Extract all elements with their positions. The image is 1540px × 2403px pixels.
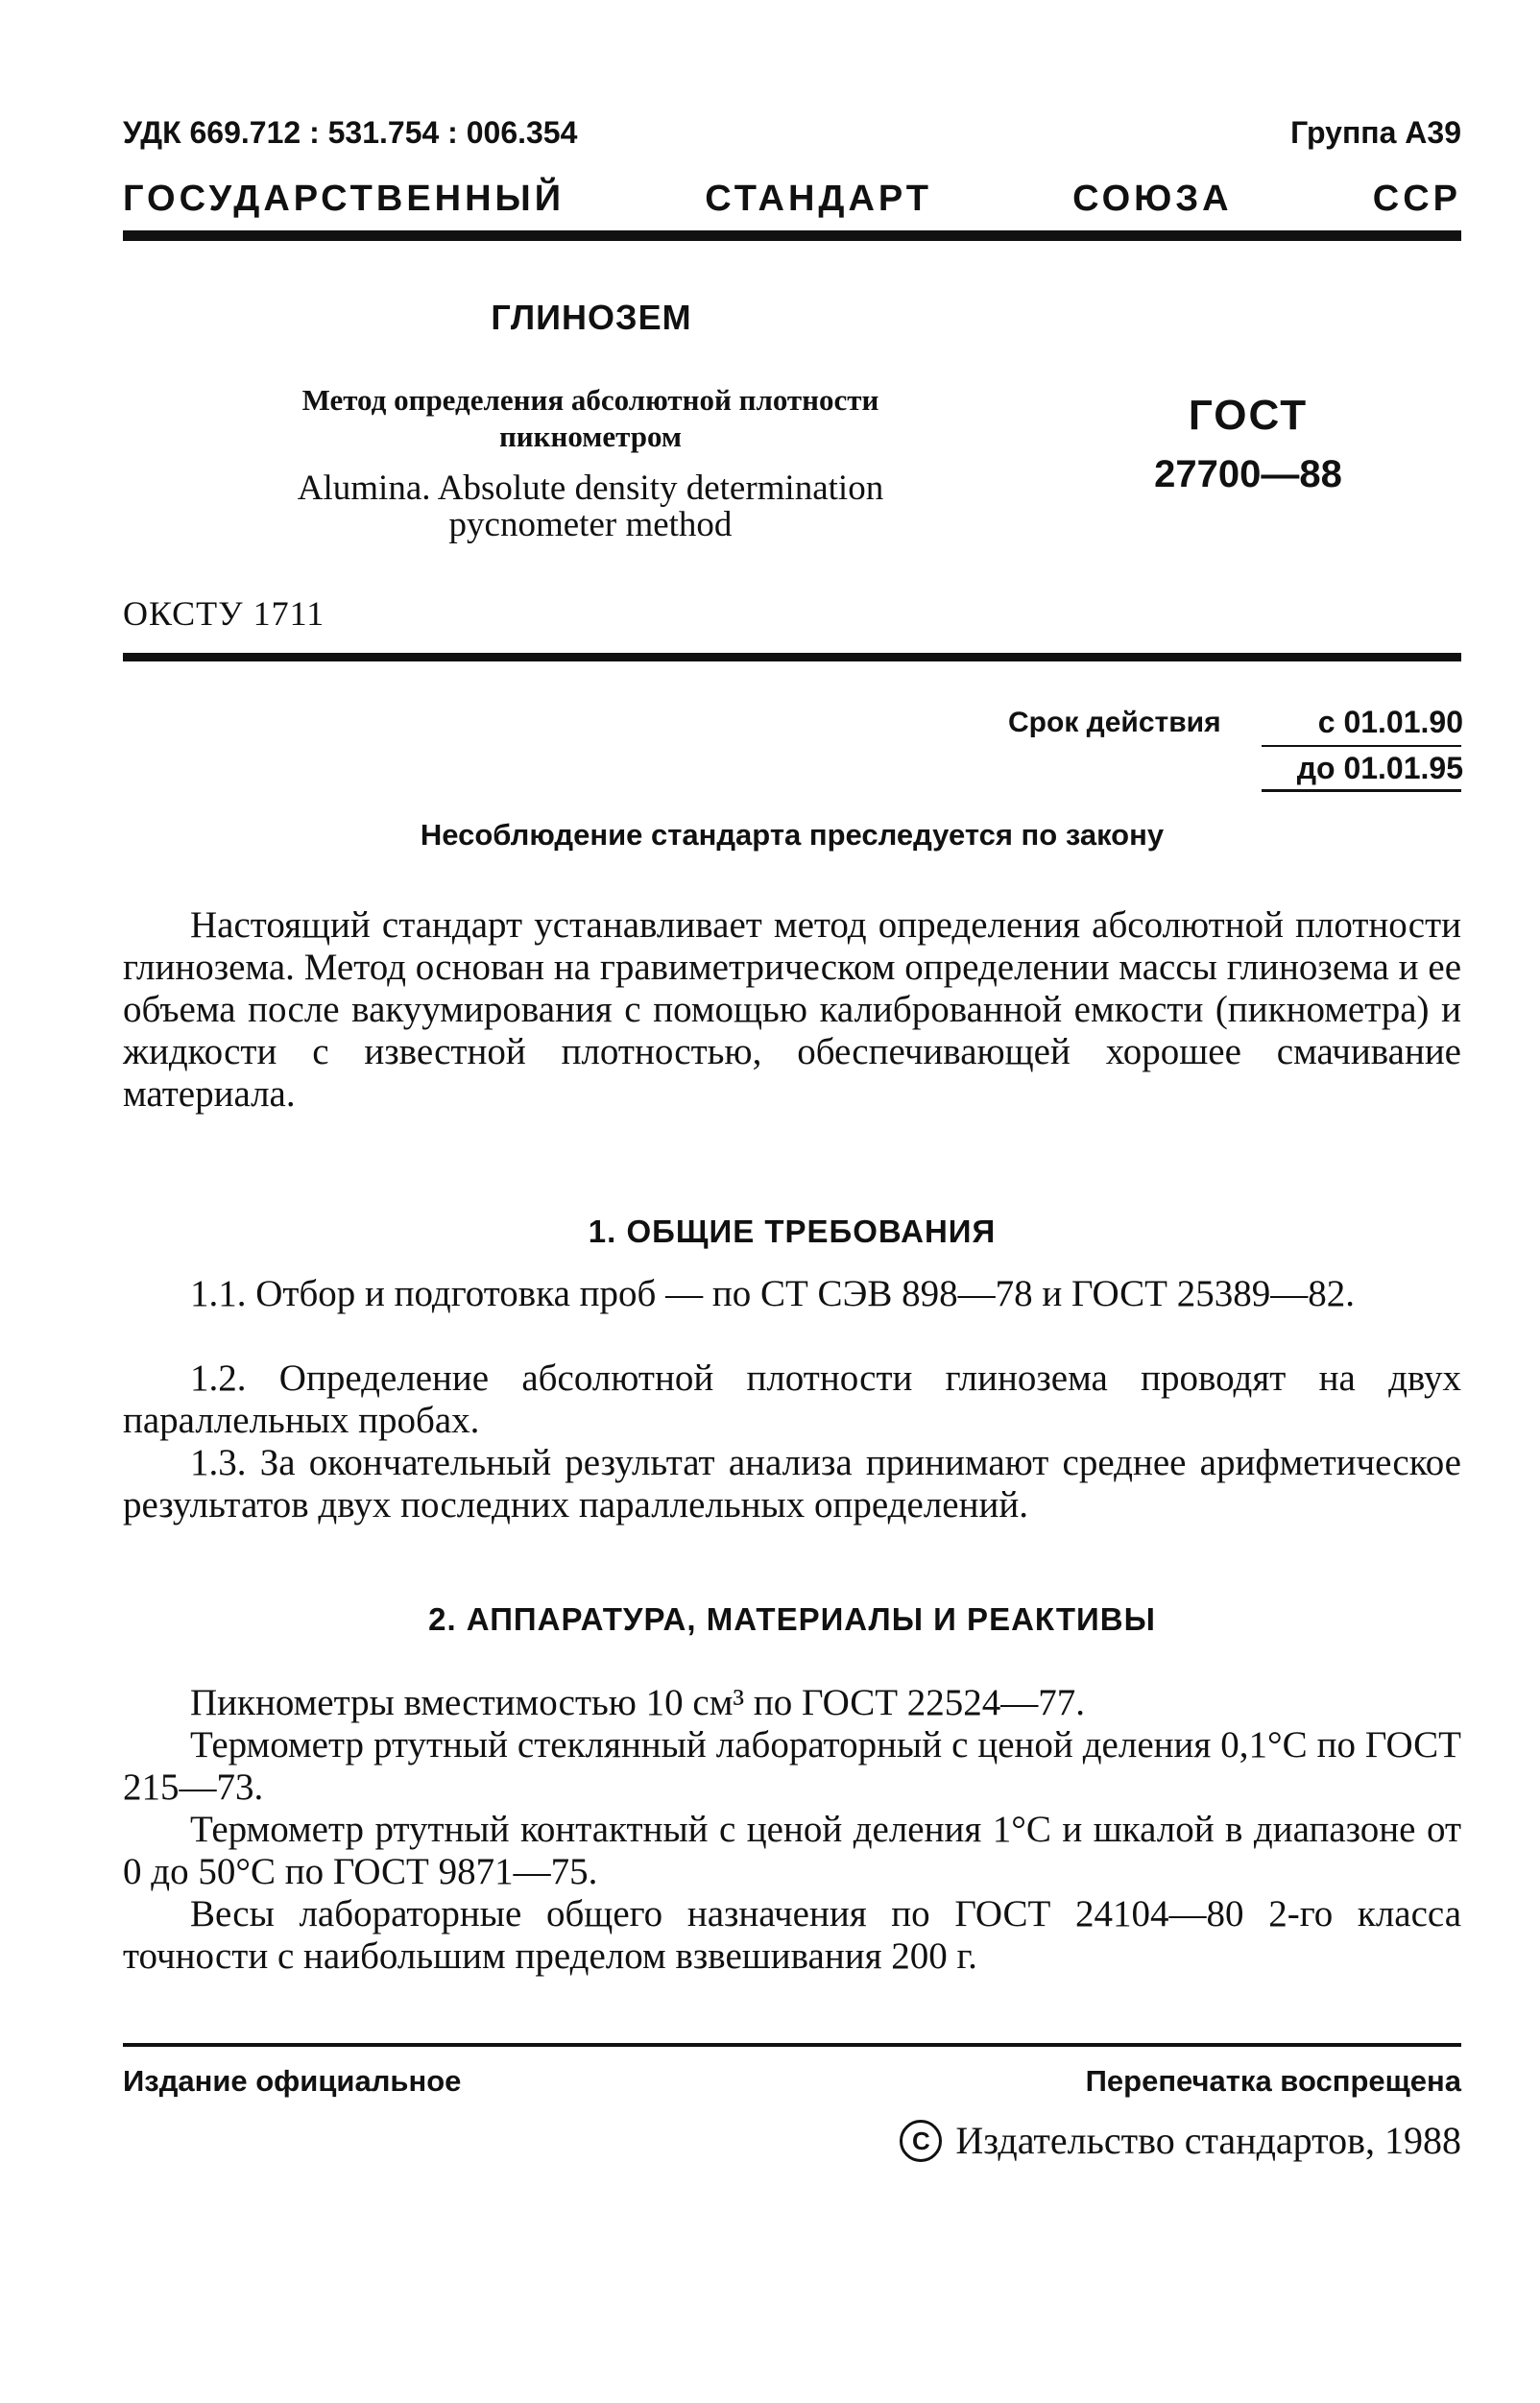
udk-code: УДК 669.712 : 531.754 : 006.354 bbox=[123, 115, 578, 150]
reprint-notice: Перепечатка воспрещена bbox=[1085, 2064, 1461, 2098]
subtitle-russian-line-1: Метод определения абсолютной плотности bbox=[301, 383, 879, 417]
subtitle-russian-line-2: пикнометром bbox=[498, 420, 683, 453]
gost-number: 27700—88 bbox=[1154, 453, 1342, 495]
subtitle-russian bbox=[221, 382, 960, 455]
document-title: ГЛИНОЗЕМ bbox=[491, 298, 692, 337]
header-divider bbox=[123, 230, 1461, 241]
subtitle-english bbox=[221, 470, 960, 543]
clause-1-2: 1.2. Определение абсолютной плотности глинозема проводят на двух параллельных пробах. bbox=[123, 1358, 1461, 1441]
section-2-heading: 2. АППАРАТУРА, МАТЕРИАЛЫ И РЕАКТИВЫ bbox=[428, 1601, 1156, 1637]
validity-label: Срок действия bbox=[1008, 707, 1221, 738]
equipment-item-scales: Весы лабораторные общего назначения по ГОСТ 24104—80 2-го класса точности с наибольшим пределом взвешивания 200 г. bbox=[123, 1893, 1461, 1977]
clause-1-1: 1.1. Отбор и подготовка проб — по СТ СЭВ 898—78 и ГОСТ 25389—82. bbox=[190, 1273, 1355, 1314]
footer-divider bbox=[123, 2043, 1461, 2047]
equipment-item-contact-thermometer: Термометр ртутный контактный с ценой деления 1°С и шкалой в диапазоне от 0 до 50°С по ГОСТ 9871—75. bbox=[123, 1809, 1461, 1892]
publisher-name: Издательство стандартов, 1988 bbox=[955, 2119, 1461, 2162]
equipment-item-pycnometers: Пикнометры вместимостью 10 см³ по ГОСТ 22524—77. bbox=[190, 1682, 1086, 1723]
equipment-item-glass-thermometer: Термометр ртутный стеклянный лабораторный с ценой деления 0,1°С по ГОСТ 215—73. bbox=[123, 1724, 1461, 1808]
section-1-heading: 1. ОБЩИЕ ТРЕБОВАНИЯ bbox=[588, 1214, 997, 1249]
group-code: Группа А39 bbox=[1290, 115, 1461, 150]
gost-label: ГОСТ bbox=[1188, 392, 1309, 439]
validity-underline-1 bbox=[1262, 745, 1461, 747]
edition-note: Издание официальное bbox=[123, 2064, 462, 2098]
validity-to-date: до 01.01.95 bbox=[1296, 751, 1463, 785]
subtitle-english-line-2: pycnometer method bbox=[448, 505, 733, 544]
copyright-icon: С bbox=[900, 2120, 942, 2162]
introduction-paragraph: Настоящий стандарт устанавливает метод определения абсолютной плотности глинозема. Метод основан на гравиметрическом определении массы глинозема и ее объема после вакуумирования с помощью калиброванной емкости (пикнометра) и жидкости с известной плотностью, обеспечивающей хорошее смачивание материала. bbox=[123, 904, 1461, 1115]
clause-1-3: 1.3. За окончательный результат анализа принимают среднее арифметическое результатов двух последних параллельных определений. bbox=[123, 1442, 1461, 1526]
validity-from-date: с 01.01.90 bbox=[1317, 705, 1463, 739]
title-block-divider bbox=[123, 653, 1461, 661]
okstu-code: ОКСТУ 1711 bbox=[123, 594, 325, 633]
subtitle-english-line-1: Alumina. Absolute density determination bbox=[297, 469, 884, 508]
publisher-line bbox=[900, 2118, 1461, 2163]
legal-warning: Несоблюдение стандарта преследуется по закону bbox=[420, 818, 1165, 852]
standard-type-heading: ГОСУДАРСТВЕННЫЙ СТАНДАРТ СОЮЗА ССР bbox=[123, 179, 1461, 219]
validity-underline-2 bbox=[1262, 789, 1461, 792]
